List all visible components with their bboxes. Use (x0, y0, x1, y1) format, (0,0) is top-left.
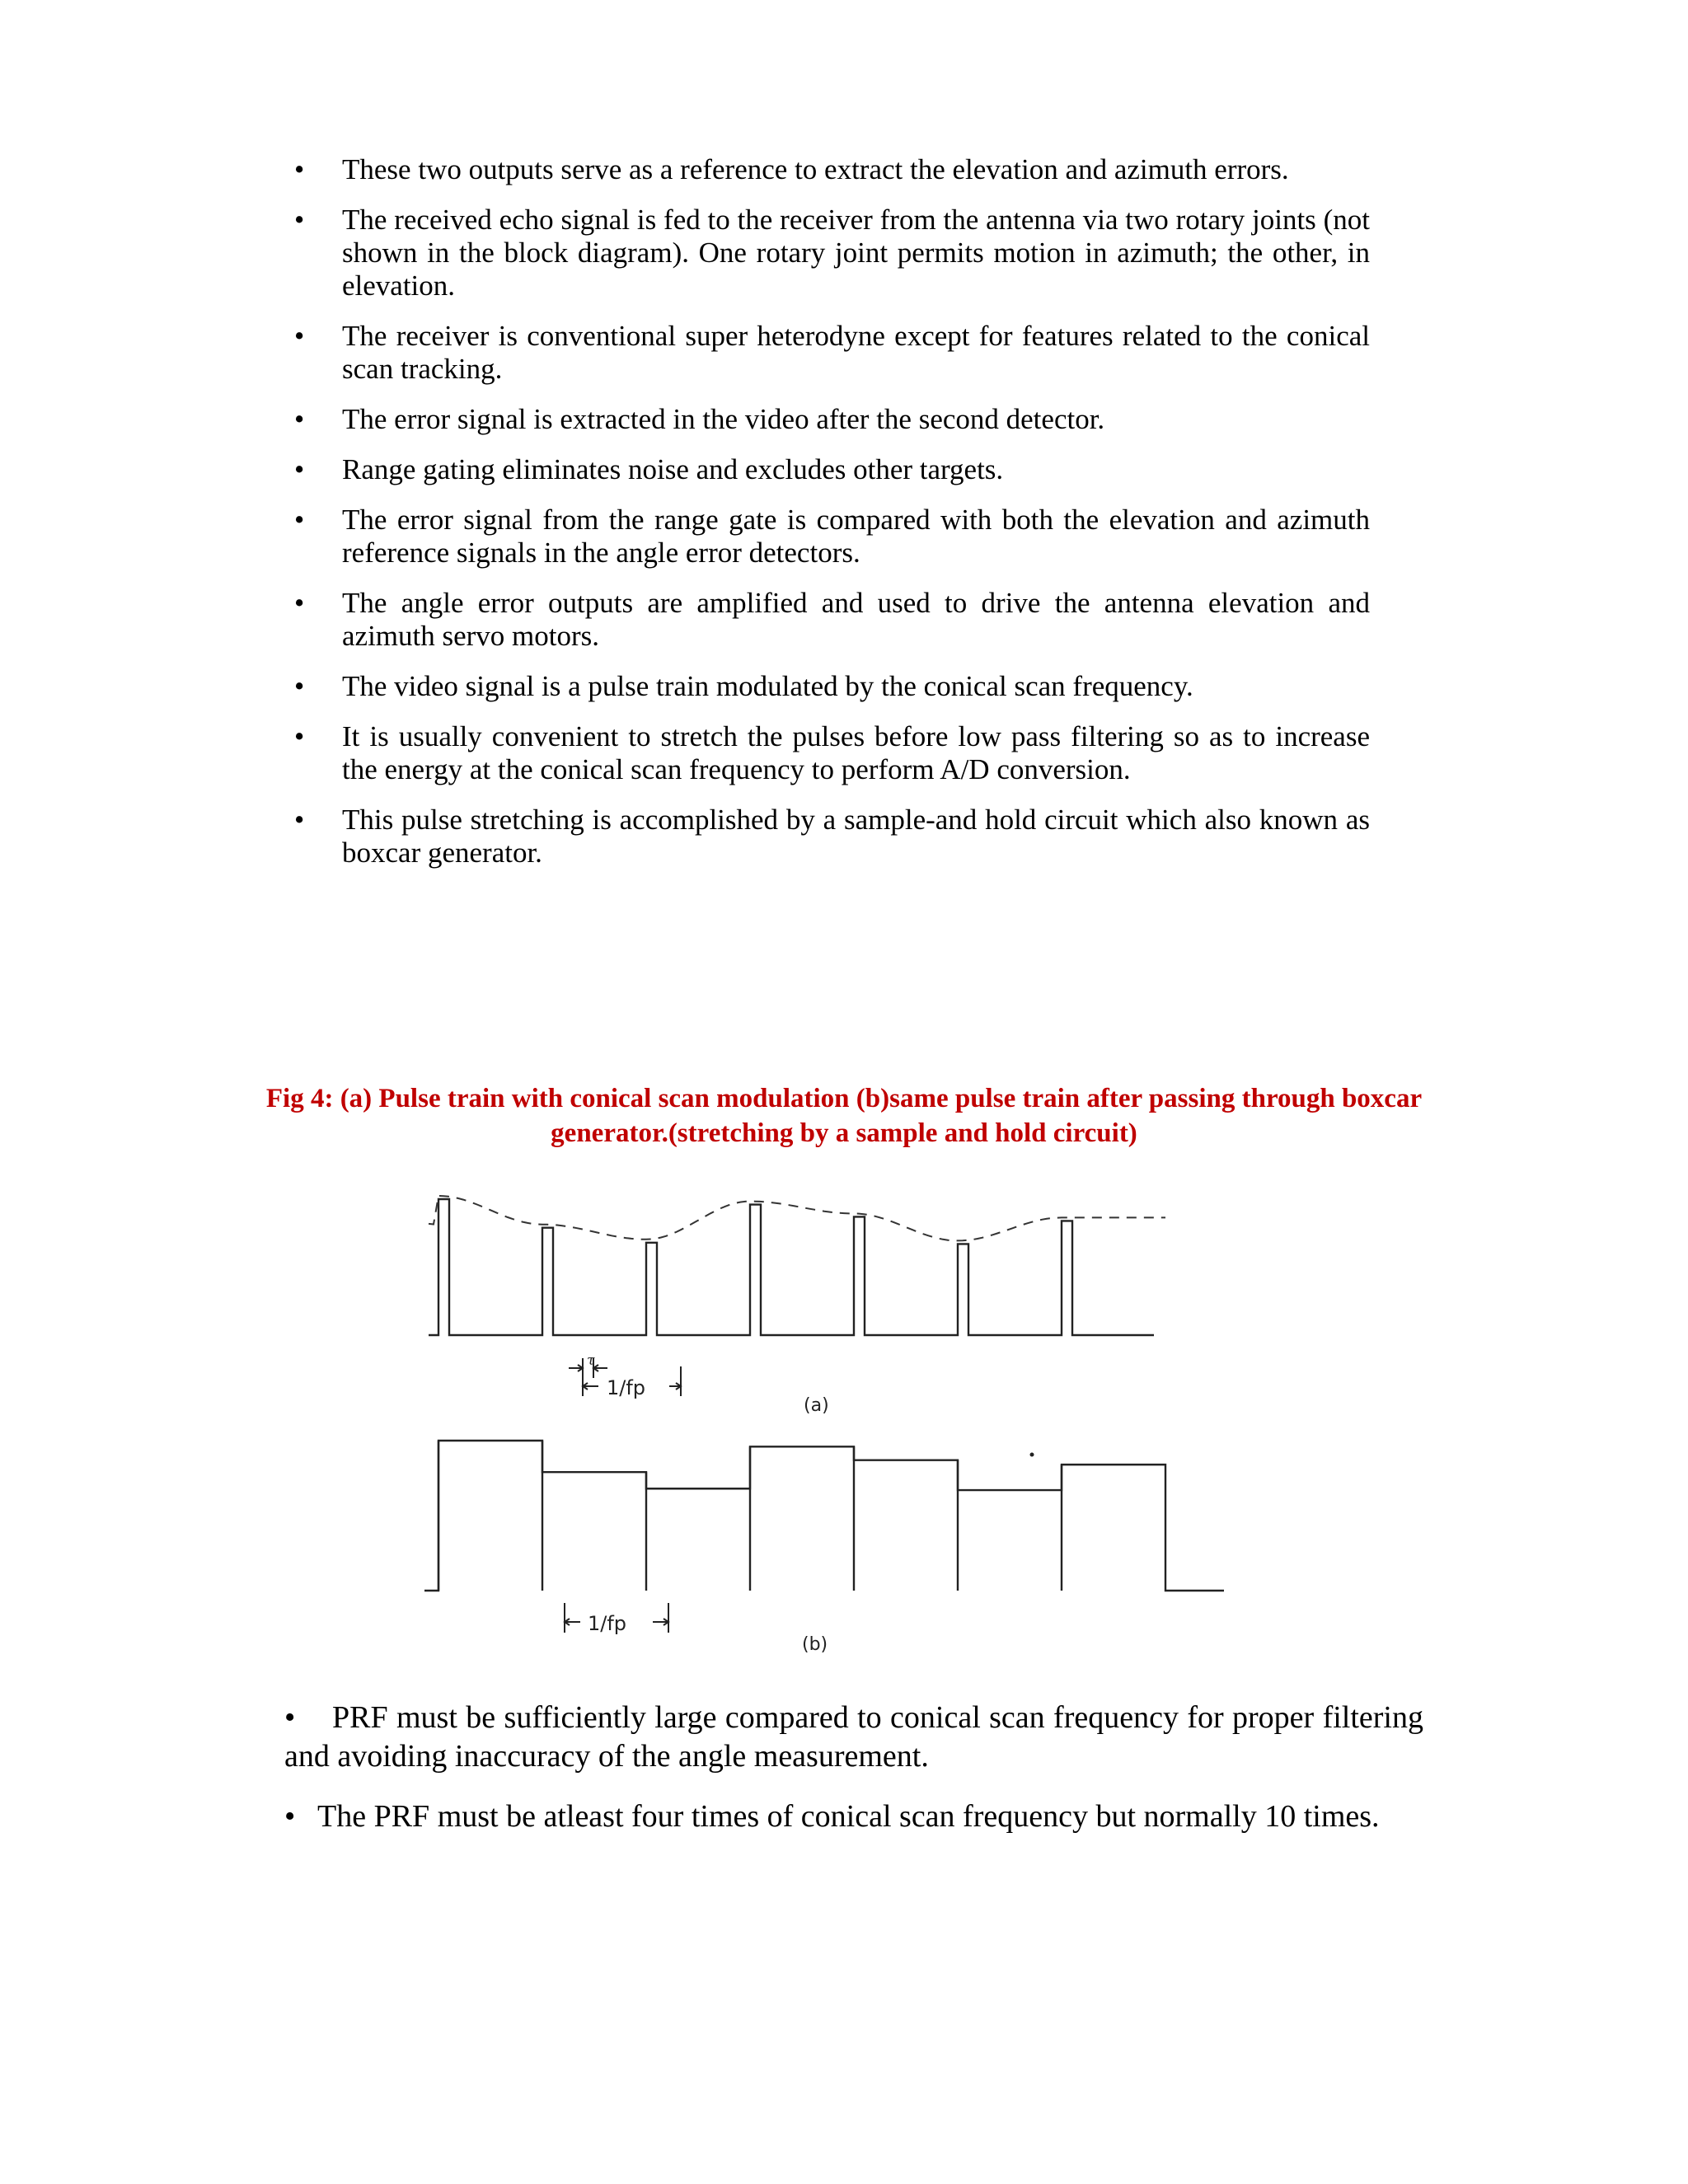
bullet-item (280, 153, 1370, 186)
bullet-symbol: • (294, 720, 305, 752)
bottom-paragraph-text: The PRF must be atleast four times of conical scan frequency but normally 10 times. (317, 1799, 1380, 1834)
tau-label: τ (587, 1352, 595, 1369)
label-b: (b) (802, 1634, 828, 1655)
label-a: (a) (804, 1395, 829, 1416)
figure-caption: Fig 4: (a) Pulse train with conical scan modulation (b)same pulse train after passing through boxcar generator.(stretching by a sample and hold circuit) (265, 1084, 1423, 1148)
bullet-item (280, 204, 1370, 302)
panel-a (429, 1196, 1165, 1335)
bullet-text: The error signal from the range gate is compared with both the elevation and azimuth reference signals in the angle error detectors. (342, 504, 1370, 569)
bullet-list (280, 153, 1370, 887)
bullet-symbol: • (294, 320, 305, 352)
bullet-item (280, 720, 1370, 786)
bullet-text: The video signal is a pulse train modulated by the conical scan frequency. (342, 670, 1193, 702)
bottom-paragraph (284, 1699, 1423, 1776)
pulse-train-figure (412, 1170, 1236, 1657)
bullet-symbol: • (294, 670, 305, 702)
bullet-symbol: • (294, 153, 305, 185)
bullet-text: Range gating eliminates noise and excludes other targets. (342, 453, 1004, 485)
bullet-text: The receiver is conventional super heterodyne except for features related to the conical scan tracking. (342, 320, 1370, 385)
bullet-symbol: • (294, 204, 305, 236)
bullet-text: These two outputs serve as a reference to extract the elevation and azimuth errors. (342, 153, 1289, 185)
bullet-symbol: • (294, 403, 305, 435)
envelope-dashed (429, 1196, 1165, 1240)
bullet-symbol: • (294, 453, 305, 485)
bullet-symbol: • (284, 1799, 296, 1834)
bullet-symbol: • (284, 1700, 296, 1735)
bullet-text: It is usually convenient to stretch the pulses before low pass filtering so as to increase the energy at the conical scan frequency to perform A/D conversion. (342, 720, 1370, 785)
bullet-symbol: • (294, 587, 305, 619)
bullet-text: The angle error outputs are amplified and used to drive the antenna elevation and azimuth servo motors. (342, 587, 1370, 652)
bullet-item (280, 320, 1370, 386)
bullet-text: The error signal is extracted in the video after the second detector. (342, 403, 1105, 435)
bullet-symbol: • (294, 804, 305, 836)
bullet-text: The received echo signal is fed to the receiver from the antenna via two rotary joints (not shown in the block diagram). One rotary joint permits motion in azimuth; the other, in elevation. (342, 204, 1370, 302)
bottom-notes (284, 1699, 1423, 1858)
bullet-item (280, 453, 1370, 486)
period-label-a: 1/fp (607, 1376, 646, 1399)
bullet-symbol: • (294, 504, 305, 536)
bullet-item (280, 670, 1370, 703)
panel-b (424, 1441, 1224, 1591)
bullet-item (280, 804, 1370, 869)
stray-dot (1030, 1453, 1034, 1457)
pulse-train-svg (412, 1170, 1236, 1657)
bottom-paragraph-text: PRF must be sufficiently large compared to conical scan frequency for proper filtering and avoiding inaccuracy of the angle measurement. (284, 1700, 1423, 1774)
bullet-item (280, 403, 1370, 436)
bullet-item (280, 587, 1370, 653)
bullet-text: This pulse stretching is accomplished by a sample-and hold circuit which also known as boxcar generator. (342, 804, 1370, 869)
bullet-item (280, 504, 1370, 569)
period-label-b: 1/fp (588, 1612, 627, 1635)
bottom-paragraph (284, 1797, 1423, 1836)
boxcar-output-b (424, 1441, 1224, 1591)
